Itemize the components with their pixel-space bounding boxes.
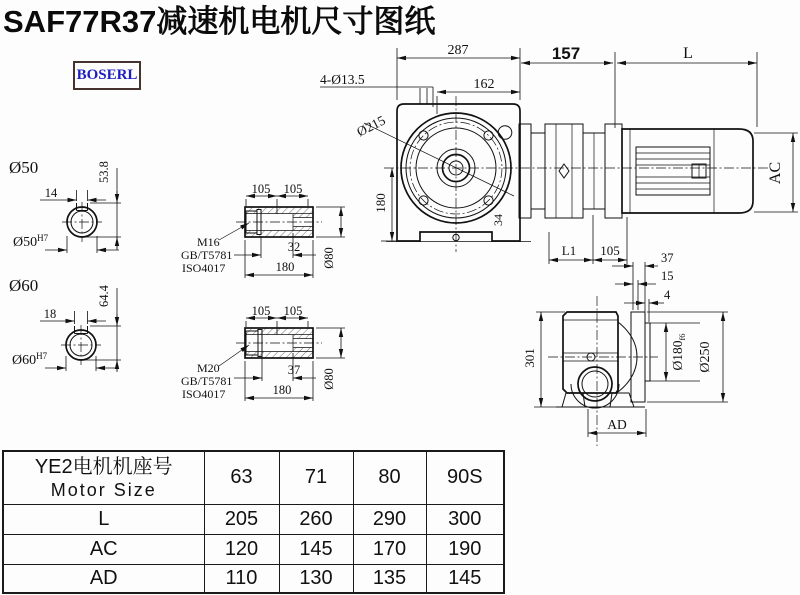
dim-seg1-top: 105: [251, 182, 271, 196]
hollow-shaft-section-top: [181, 182, 345, 278]
shaft-small-label: Ø50: [9, 158, 39, 177]
table-cell: 205: [204, 504, 279, 534]
shaft-large-label: Ø60: [9, 276, 39, 295]
dim-overall-width: 287: [447, 43, 469, 58]
table-header-cell: [3, 451, 204, 504]
table-header-en: Motor Size: [50, 479, 157, 500]
table-cell: 120: [204, 534, 279, 564]
dim-seg2-bottom: 105: [283, 304, 303, 318]
shaft-view-large: [9, 276, 121, 372]
dim-depth-bottom: 37: [287, 363, 301, 377]
dim-side-flange-dia: Ø250: [698, 341, 713, 373]
size-col-1: 71: [279, 451, 353, 504]
dim-keyway-large: 18: [43, 307, 57, 321]
dim-height-small: 53.8: [97, 161, 111, 183]
table-cell: 260: [279, 504, 353, 534]
front-view: [320, 43, 798, 252]
brand-logo: BOSERL: [73, 61, 141, 90]
table-header-row: [3, 451, 504, 504]
label-std2-top: ISO4017: [182, 261, 226, 275]
dim-motor-dia: AC: [767, 161, 784, 185]
dim-length-top: 180: [275, 260, 295, 274]
table-cell: 130: [279, 564, 353, 593]
table-row: [3, 534, 504, 564]
dim-seg: 105: [600, 243, 620, 258]
dim-spigot-dia: $Ø180_{f6}$: [670, 333, 687, 371]
dim-adapter-len: 157: [551, 44, 581, 63]
side-view: [522, 215, 728, 446]
dim-axis-height: 180: [373, 193, 388, 213]
dim-side-height: 301: [522, 348, 537, 368]
label-screw-bottom: M20: [197, 361, 220, 375]
table-cell: 145: [279, 534, 353, 564]
row-label: AD: [3, 564, 204, 593]
label-std1-bottom: GB/T5781: [181, 374, 233, 388]
label-screw-top: M16: [197, 235, 220, 249]
dim-step1: 37: [661, 251, 674, 265]
dim-seg1-bottom: 105: [251, 304, 271, 318]
label-std1-top: GB/T5781: [181, 248, 233, 262]
table-cell: 170: [353, 534, 426, 564]
size-col-2: 80: [353, 451, 426, 504]
dim-dia-bottom: Ø80: [322, 368, 336, 390]
dim-step2: 15: [661, 269, 674, 283]
dim-flange-width: 162: [473, 77, 495, 92]
dim-motor-len: L: [683, 45, 693, 62]
hollow-shaft-section-bottom: [181, 304, 345, 401]
dim-bore-small: $Ø50^{H7}$: [13, 233, 49, 250]
table-row: [3, 564, 504, 593]
table-cell: 300: [426, 504, 504, 534]
dim-flange-dia: Ø215: [354, 112, 388, 140]
row-label: AC: [3, 534, 204, 564]
dim-depth-top: 32: [287, 240, 301, 254]
size-col-0: 63: [204, 451, 279, 504]
table-cell: 290: [353, 504, 426, 534]
dim-step3: 4: [664, 288, 671, 302]
motor-size-table: [2, 450, 505, 594]
table-cell: 135: [353, 564, 426, 593]
table-cell: 190: [426, 534, 504, 564]
table-cell: 110: [204, 564, 279, 593]
dim-length-bottom: 180: [272, 383, 292, 397]
table-row: [3, 504, 504, 534]
table-header-cn: YE2电机机座号: [34, 455, 173, 478]
shaft-view-small: [9, 158, 121, 253]
row-label: L: [3, 504, 204, 534]
dim-l1: L1: [561, 243, 577, 258]
size-col-3: 90S: [426, 451, 504, 504]
page-title: SAF77R37减速机电机尺寸图纸: [3, 4, 436, 39]
dim-bolt-holes: 4-Ø13.5: [320, 72, 365, 87]
dim-height-large: 64.4: [97, 285, 111, 307]
dim-foot-height: 34: [491, 214, 505, 226]
table-cell: 145: [426, 564, 504, 593]
dim-seg2-top: 105: [283, 182, 303, 196]
dim-keyway-small: 14: [44, 186, 58, 200]
dim-side-width: AD: [607, 417, 627, 432]
label-std2-bottom: ISO4017: [182, 387, 226, 401]
dim-bore-large: $Ø60^{H7}$: [12, 351, 48, 368]
dim-dia-top: Ø80: [322, 247, 336, 269]
